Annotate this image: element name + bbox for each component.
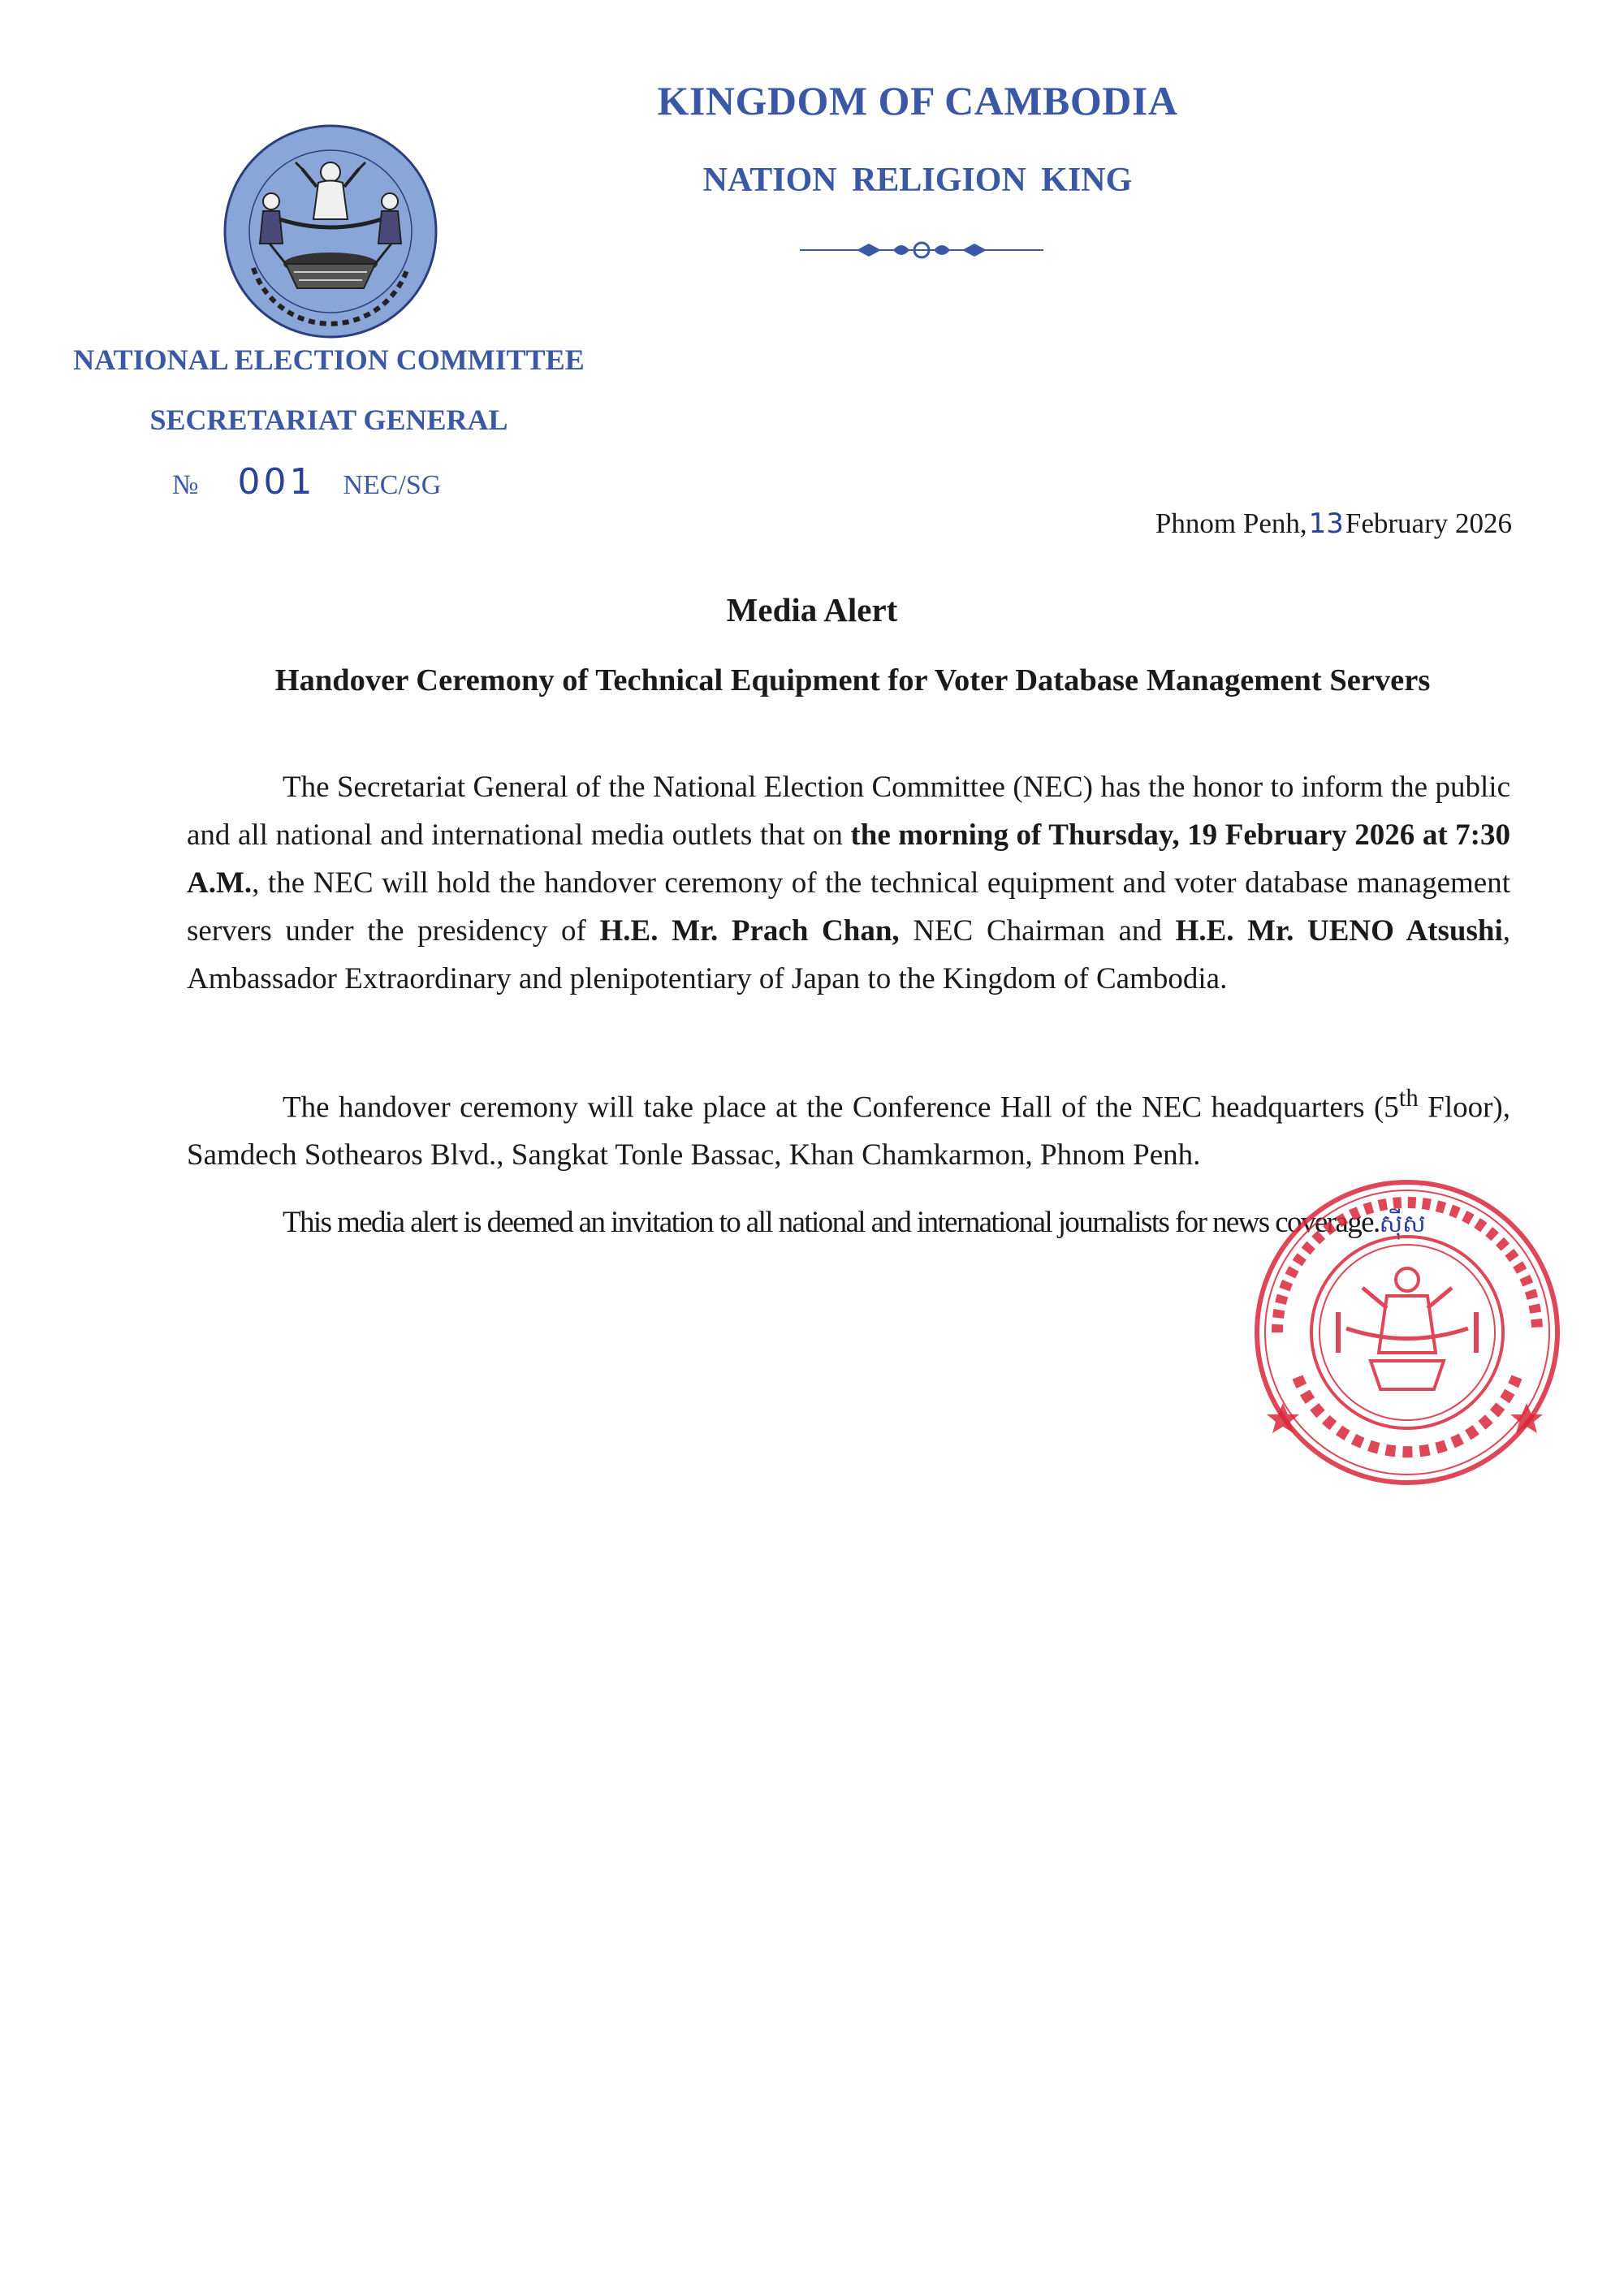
kingdom-title: KINGDOM OF CAMBODIA xyxy=(657,78,1178,123)
paragraph-announcement xyxy=(187,763,1510,1003)
document-title: Media Alert xyxy=(726,591,898,628)
document-subject: Handover Ceremony of Technical Equipment for Voter Database Management Servers xyxy=(274,663,1431,697)
text-run: NEC Chairman and xyxy=(899,914,1176,948)
number-sign: № xyxy=(172,470,199,500)
official-seal-icon xyxy=(1241,1166,1582,1507)
nec-emblem-icon xyxy=(221,122,440,341)
text-run: , the NEC will hold the handover ceremony of the technical equipment and voter database management servers under the presidency of xyxy=(187,866,1510,948)
dateline-month-year: February 2026 xyxy=(1345,507,1512,539)
divider-ornament-icon xyxy=(800,234,1043,266)
paragraph-venue xyxy=(187,1074,1510,1179)
reference-line xyxy=(172,461,441,503)
ambassador-name: H.E. Mr. UENO Atsushi xyxy=(1175,914,1503,948)
dateline-place: Phnom Penh, xyxy=(1155,507,1307,539)
nec-chairman-name: H.E. Mr. Prach Chan, xyxy=(599,914,900,948)
text-run: The Secretariat General of the National Election Committee (NEC) has the honor to inform the public and all national and international media outlets that on xyxy=(187,771,1510,852)
invitation-text: This media alert is deemed an invitation to all national and international journalists for news coverage. xyxy=(283,1206,1380,1239)
text-run: The handover ceremony will take place at the Conference Hall of the NEC headquarters (5 xyxy=(283,1090,1399,1125)
text-run: , Ambassador Extraordinary and plenipotentiary of Japan to the Kingdom of Cambodia. xyxy=(187,914,1510,995)
secretariat-name: SECRETARIAT GENERAL xyxy=(149,404,508,436)
text-run: Floor), Samdech Sothearos Blvd., Sangkat Tonle Bassac, Khan Chamkarmon, Phnom Penh. xyxy=(187,1090,1510,1172)
committee-name: NATIONAL ELECTION COMMITTEE xyxy=(73,343,585,376)
reference-suffix: NEC/SG xyxy=(343,470,442,500)
dateline xyxy=(1155,507,1512,540)
dateline-day: 13 xyxy=(1308,507,1344,540)
reference-number: 001 xyxy=(237,461,316,503)
national-motto: NATION RELIGION KING xyxy=(702,162,1133,199)
handwritten-initials: ស៊ីស xyxy=(1379,1210,1426,1238)
ceremony-datetime: the morning of Thursday, 19 February 2026 at 7:30 A.M. xyxy=(187,818,1511,900)
ordinal-suffix: th xyxy=(1398,1084,1419,1112)
